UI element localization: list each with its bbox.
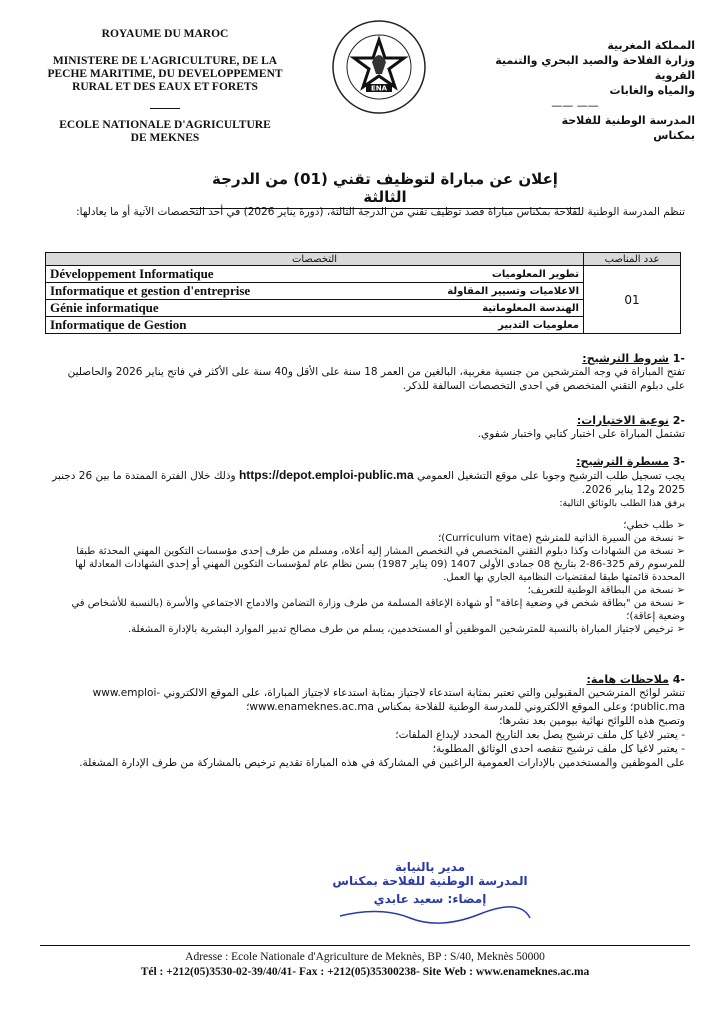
specialties-table <box>45 252 681 334</box>
page-title: إعلان عن مباراة لتوظيف تقني (01) من الدرجة الثالثة <box>190 170 580 209</box>
section-title: نوعية الاختبارات: <box>576 414 669 427</box>
section-4 <box>50 673 685 770</box>
school-ar-line: المدرسة الوطنية للفلاحة <box>561 114 695 127</box>
specialty-fr: Informatique de Gestion <box>46 317 368 334</box>
ministry-fr-line: RURAL ET DES EAUX ET FORETS <box>72 81 258 93</box>
signature-line: إمضاء: سعيد عابدي <box>373 892 487 906</box>
list-item: ➢ نسخة من الشهادات وكذا دبلوم التقني المتخصص في التخصص المشار إليه أعلاه، ومسلم من طرف إحدى مؤسسات التكوين المهني المحدثة طبقا للمرسوم رقم 325-86-2 بتاريخ 08 جمادى الأولى 1407 (09 يناير 1987) بسن نظام عام لمؤسسات التكوين المهني أو إحدى الشهادات المعادلة لها المحددة قائمتها طبقا لمقتضيات النظامية الجاري بها العمل. <box>75 546 685 583</box>
school-ar-line: بمكناس <box>653 129 695 142</box>
section-1 <box>50 352 685 393</box>
specialty-ar: تطوير المعلوميات <box>367 266 583 283</box>
section-3 <box>50 455 685 636</box>
signature-scribble-icon <box>320 906 540 926</box>
notes-line: تنشر لوائح المترشحين المقبولين والتي تعتبر بمثابة استدعاء لاجتياز بمثابة استدعاء لاجتياز المباراة، على الموقع الالكتروني www.emploi-public.ma؛ وعلى الموقع الالكتروني للمدرسة الوطنية للفلاحة بمكناس www.enameknes.ac.ma؛ <box>92 687 685 713</box>
footer-address: Adresse : Ecole Nationale d'Agriculture de Meknès, BP : S/40, Meknès 50000 <box>185 951 545 963</box>
specialty-ar: الهندسة المعلوماتية <box>367 300 583 317</box>
notes-line: على الموظفين والمستخدمين بالإدارات العمومية الراغبين في المشاركة في هذه المباراة تقديم ترخيص بالمشاركة من طرف الإدارة المشغلة. <box>79 757 685 769</box>
section-number: -2 <box>672 414 685 427</box>
table-row <box>46 266 681 283</box>
ministry-fr-line: PECHE MARITIME, DU DEVELOPPEMENT <box>47 68 283 80</box>
section-title: مسطرة الترشيح: <box>576 455 669 468</box>
school-fr-line: ECOLE NATIONALE D'AGRICULTURE <box>59 119 271 131</box>
signature-line: المدرسة الوطنية للفلاحة بمكناس <box>332 874 528 888</box>
specialty-ar: الاعلاميات وتسيير المقاولة <box>367 283 583 300</box>
list-item: ➢ ترخيص لاجتياز المباراة بالنسبة للمترشحين الموظفين أو المستخدمين، يسلم من طرف مصالح تدبير الموارد البشرية بالإدارة المشغلة. <box>127 624 685 635</box>
ministry-fr-line: MINISTERE DE L'AGRICULTURE, DE LA <box>52 55 278 67</box>
intro-paragraph: تنظم المدرسة الوطنية للفلاحة بمكناس مباراة قصد توظيف تقني من الدرجة الثالثة، (دورة يناير 2026) في أحد التخصصات الآتية أو ما يعادلها: <box>76 206 685 218</box>
section-number: -4 <box>672 673 685 686</box>
specialty-fr: Génie informatique <box>46 300 368 317</box>
section-text: تشتمل المباراة على اختبار كتابي واختبار شفوي. <box>477 428 685 440</box>
kingdom-ar: المملكة المغربية <box>607 39 695 52</box>
page-footer <box>40 945 690 980</box>
section-number: -1 <box>672 352 685 365</box>
signature-line: مدير بالنيابة <box>394 860 466 874</box>
ministry-ar-line: والمياه والغابات <box>609 84 695 97</box>
logo-text-fr <box>330 18 331 19</box>
notes-line: - يعتبر لاغيا كل ملف ترشيح يصل بعد التاريخ المحدد لإيداع الملفات؛ <box>395 729 685 741</box>
col-specialties: التخصصات <box>46 253 584 266</box>
specialty-ar: معلوميات التدبير <box>367 317 583 334</box>
school-logo <box>330 18 428 116</box>
ministry-ar-line: وزارة الفلاحة والصيد البحري والتنمية القروية <box>495 54 695 82</box>
list-item: ➢ نسخة من "بطاقة شخص في وضعية إعاقة" أو شهادة الإعاقة المسلمة من طرف وزارة التضامن والادماج الاجتماعي والأسرة (بالنسبة للأشخاص في وضعية إعاقة)؛ <box>71 598 685 622</box>
posts-count: 01 <box>584 266 681 334</box>
section-title: ملاحظات هامة: <box>586 673 669 686</box>
specialty-fr: Informatique et gestion d'entreprise <box>46 283 368 300</box>
list-item: ➢ نسخة من البطاقة الوطنية للتعريف؛ <box>527 585 685 596</box>
logo-abbr: ENA <box>370 84 388 93</box>
table-header-row <box>46 253 681 266</box>
list-item: ➢ طلب خطي؛ <box>623 520 685 531</box>
col-posts: عدد المناصب <box>584 253 681 266</box>
section-2 <box>50 414 685 441</box>
notes-line: وتصبح هذه اللوائح نهائية بيومين بعد نشرها؛ <box>499 715 685 727</box>
section-text: تفتح المباراة في وجه المترشحين من جنسية مغربية، البالغين من العمر 18 سنة على الأقل و40 سنة على الأكثر في فاتح يناير 2026 والحاصلين على دبلوم التقني المتخصص في احدى التخصصات السالفة للذكر. <box>67 366 685 392</box>
signature-stamp <box>320 860 540 940</box>
star-emblem-icon <box>330 18 428 116</box>
kingdom-fr: ROYAUME DU MAROC <box>101 28 229 40</box>
documents-list <box>50 519 685 636</box>
header-ar <box>455 38 695 143</box>
school-fr-line: DE MEKNES <box>130 132 200 144</box>
notes-line: - يعتبر لاغيا كل ملف ترشيح تنقصه احدى الوثائق المطلوبة؛ <box>432 743 685 755</box>
section-title: شروط الترشيح: <box>582 352 669 365</box>
specialty-fr: Développement Informatique <box>46 266 368 283</box>
footer-contact: Tél : +212(05)3530-02-39/40/41- Fax : +212(05)35300238- Site Web : www.enameknes.ac.ma <box>140 966 590 978</box>
application-url[interactable]: https://depot.emploi-public.ma <box>238 468 414 482</box>
section-number: -3 <box>672 455 685 468</box>
section-text: وذلك خلال الفترة الممتدة ما بين 26 دجنبر 2025 و12 يناير 2026. <box>52 470 685 496</box>
list-item: ➢ نسخة من السيرة الذاتية للمترشح (Curriculum vitae)؛ <box>438 533 685 544</box>
header-fr <box>40 28 290 145</box>
attach-note: يرفق هذا الطلب بالوثائق التالية: <box>559 498 685 509</box>
header-ar-dash: —— —— <box>551 99 599 112</box>
section-text: يجب تسجيل طلب الترشيح وجوبا على موقع التشغيل العمومي <box>416 470 685 482</box>
